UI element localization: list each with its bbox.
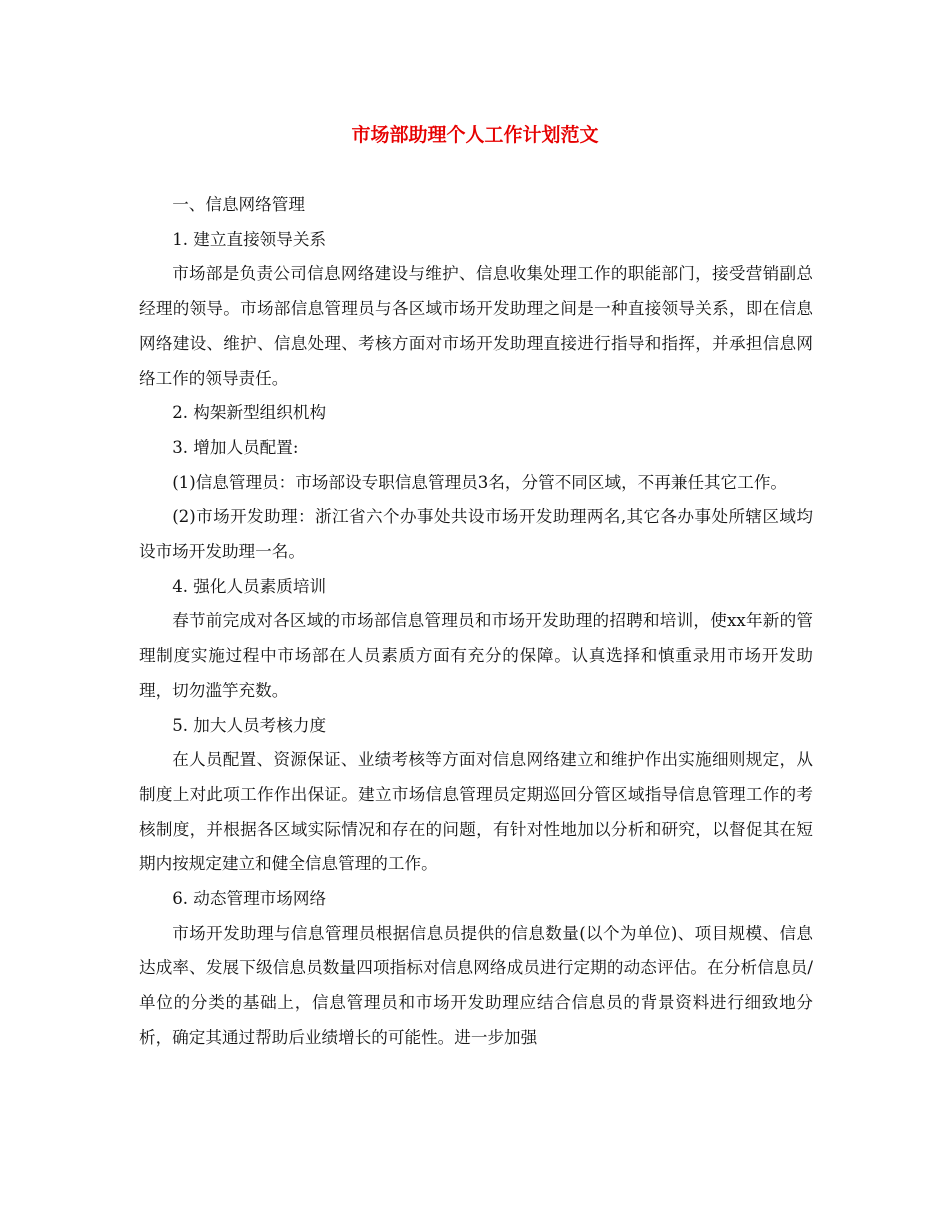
document-body [139,188,813,1056]
subheading: 6. 动态管理市场网络 [172,889,327,909]
document-title: 市场部助理个人工作计划范文 [351,124,599,146]
list-item: (1)信息管理员：市场部设专职信息管理员3名，分管不同区域，不再兼任其它工作。 [172,472,788,492]
subheading: 5. 加大人员考核力度 [172,715,327,735]
subheading: 2. 构架新型组织机构 [172,403,327,423]
section-heading: 一、信息网络管理 [172,195,305,214]
subheading: 1. 建立直接领导关系 [172,229,327,249]
paragraph: 春节前完成对各区域的市场部信息管理员和市场开发助理的招聘和培训，使xx年新的管理制度实施过程中市场部在人员素质方面有充分的保障。认真选择和慎重录用市场开发助理，切勿滥竽充数。 [139,611,813,700]
subheading: 4. 强化人员素质培训 [172,576,327,596]
list-item: (2)市场开发助理：浙江省六个办事处共设市场开发助理两名,其它各办事处所辖区域均设市场开发助理一名。 [139,507,813,562]
paragraph: 在人员配置、资源保证、业绩考核等方面对信息网络建立和维护作出实施细则规定，从制度上对此项工作作出保证。建立市场信息管理员定期巡回分管区域指导信息管理工作的考核制度，并根据各区域实际情况和存在的问题，有针对性地加以分析和研究，以督促其在短期内按规定建立和健全信息管理的工作。 [139,750,813,874]
paragraph: 市场部是负责公司信息网络建设与维护、信息收集处理工作的职能部门，接受营销副总经理的领导。市场部信息管理员与各区域市场开发助理之间是一种直接领导关系，即在信息网络建设、维护、信息处理、考核方面对市场开发助理直接进行指导和指挥，并承担信息网络工作的领导责任。 [139,264,813,388]
subheading: 3. 增加人员配置: [172,437,299,457]
paragraph: 市场开发助理与信息管理员根据信息员提供的信息数量(以个为单位)、项目规模、信息达成率、发展下级信息员数量四项指标对信息网络成员进行定期的动态评估。在分析信息员/单位的分类的基础上，信息管理员和市场开发助理应结合信息员的背景资料进行细致地分析，确定其通过帮助后业绩增长的可能性。进一步加强 [139,923,813,1047]
